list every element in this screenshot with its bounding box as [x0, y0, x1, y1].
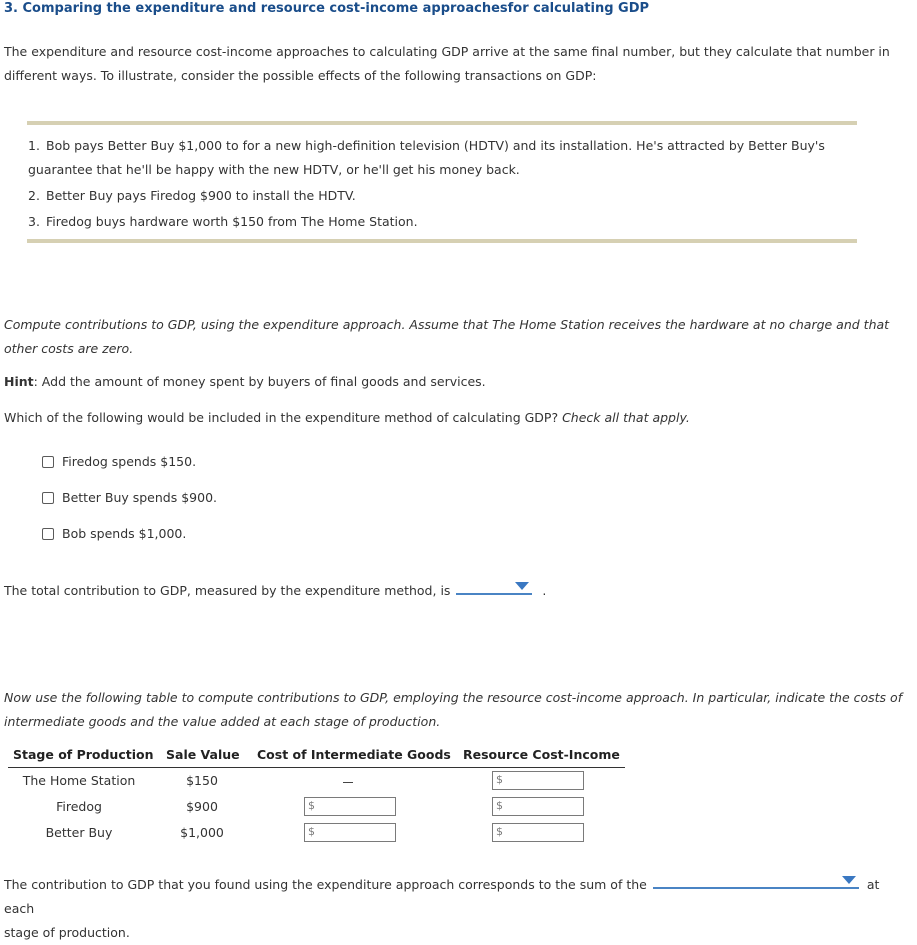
final-text-line2: stage of production.	[4, 925, 130, 940]
total-period: .	[542, 583, 547, 598]
dollar-sign: $	[308, 825, 315, 838]
table-intro: Now use the following table to compute contributions to GDP, employing the resource cost-income approach. In particular, indicate the costs of intermediate goods and the value added at each stage of production.	[4, 690, 903, 729]
question-title: 3. Comparing the expenditure and resource cost-income approachesfor calculating GDP	[4, 1, 650, 16]
header-stage: Stage of Production	[13, 747, 154, 762]
dollar-sign: $	[496, 799, 503, 812]
total-text: The total contribution to GDP, measured by the expenditure method, is	[4, 583, 451, 598]
final-sentence	[4, 872, 909, 945]
transaction-item	[28, 184, 828, 208]
option-label: Better Buy spends $900.	[62, 490, 218, 505]
sale-value-firedog: $900	[186, 799, 218, 814]
dropdown-arrow-icon	[515, 582, 529, 590]
transaction-number: 2.	[28, 188, 40, 203]
hint-text	[4, 374, 486, 389]
header-intermediate-cost: Cost of Intermediate Goods	[257, 747, 451, 762]
dropdown-arrow-icon	[842, 876, 856, 884]
final-text: The contribution to GDP that you found using the expenditure approach corresponds to the sum of the	[4, 877, 647, 892]
top-divider	[27, 121, 857, 125]
total-contribution-dropdown[interactable]	[456, 578, 532, 595]
transaction-number: 3.	[28, 214, 40, 229]
dollar-sign: $	[496, 773, 503, 786]
option-better-buy[interactable]	[42, 490, 217, 505]
bottom-divider	[27, 239, 857, 243]
option-label: Bob spends $1,000.	[62, 526, 187, 541]
intermediate-cost-input-firedog[interactable]	[304, 797, 396, 816]
question-instruction: Check all that apply.	[562, 410, 690, 425]
transaction-text: Better Buy pays Firedog $900 to install the HDTV.	[46, 188, 356, 203]
table-header-rule	[8, 767, 625, 768]
dollar-sign: $	[496, 825, 503, 838]
option-label: Firedog spends $150.	[62, 454, 197, 469]
sale-value-home-station: $150	[186, 773, 218, 788]
sale-value-better-buy: $1,000	[180, 825, 224, 840]
header-sale-value: Sale Value	[166, 747, 240, 762]
final-text-after: at each	[4, 877, 880, 916]
intro-text: The expenditure and resource cost-income approaches to calculating GDP arrive at the same final number, but they calculate that number in different ways. To illustrate, consider the possible effects of the following transactions on GDP:	[4, 44, 890, 83]
question-text: Which of the following would be included in the expenditure method of calculating GDP?	[4, 410, 563, 425]
hint-body: : Add the amount of money spent by buyers of final goods and services.	[33, 374, 486, 389]
transaction-text: Firedog buys hardware worth $150 from The Home Station.	[46, 214, 418, 229]
checkbox[interactable]	[42, 528, 54, 540]
resource-cost-input-better-buy[interactable]	[492, 823, 584, 842]
header-resource-cost-income: Resource Cost-Income	[463, 747, 620, 762]
transaction-text-continued: guarantee that he'll be happy with the new HDTV, or he'll get his money back.	[28, 162, 520, 177]
option-bob[interactable]	[42, 526, 186, 541]
sum-dropdown[interactable]	[653, 872, 859, 889]
transaction-item	[28, 210, 828, 234]
transaction-number: 1.	[28, 138, 40, 153]
transaction-item	[28, 134, 828, 158]
dollar-sign: $	[308, 799, 315, 812]
stage-better-buy: Better Buy	[45, 825, 113, 840]
resource-cost-input-home-station[interactable]	[492, 771, 584, 790]
checkbox[interactable]	[42, 492, 54, 504]
checklist-question	[4, 410, 690, 425]
transaction-list	[28, 134, 828, 234]
stage-home-station: The Home Station	[22, 773, 136, 788]
option-firedog[interactable]	[42, 454, 196, 469]
resource-cost-input-firedog[interactable]	[492, 797, 584, 816]
stage-firedog: Firedog	[56, 799, 102, 814]
checkbox[interactable]	[42, 456, 54, 468]
intermediate-cost-input-better-buy[interactable]	[304, 823, 396, 842]
total-contribution-sentence	[4, 578, 546, 598]
expenditure-prompt: Compute contributions to GDP, using the expenditure approach. Assume that The Home Station receives the hardware at no charge and that other costs are zero.	[4, 317, 890, 356]
hint-label: Hint	[4, 374, 34, 389]
no-intermediate-cost-dash	[343, 782, 353, 783]
transaction-text: Bob pays Better Buy $1,000 to for a new high-definition television (HDTV) and its installation. He's attracted by Better Buy's	[46, 138, 825, 153]
